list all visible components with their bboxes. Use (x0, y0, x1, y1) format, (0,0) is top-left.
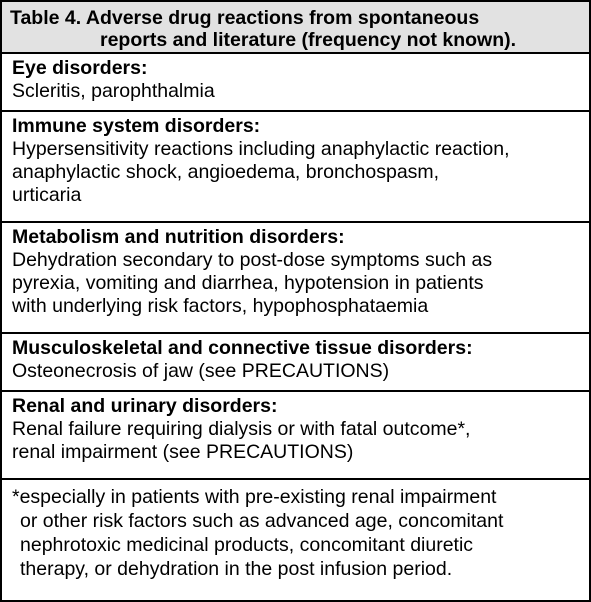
table-row-musculoskeletal-disorders (2, 334, 589, 392)
row-text-line: Scleritis, parophthalmia (12, 80, 215, 102)
row-text-line: urticaria (12, 184, 82, 206)
row-text-line: anaphylactic shock, angioedema, bronchospasm, (12, 161, 440, 183)
footnote-line: therapy, or dehydration in the post infusion period. (20, 558, 453, 580)
row-body (12, 249, 579, 318)
row-text-line: Dehydration secondary to post-dose symptoms such as (12, 249, 493, 271)
table-title-line-2: reports and literature (frequency not known). (100, 29, 517, 51)
row-text-line: pyrexia, vomiting and diarrhea, hypotension in patients (12, 272, 484, 294)
row-text-line: Renal failure requiring dialysis or with fatal outcome*, (12, 418, 471, 440)
row-text-line: Osteonecrosis of jaw (see PRECAUTIONS) (12, 360, 390, 382)
row-text-line: with underlying risk factors, hypophosphataemia (12, 295, 429, 317)
row-body (12, 80, 579, 103)
row-body (12, 418, 579, 464)
table-title-line-1: Table 4. Adverse drug reactions from spontaneous (10, 7, 480, 29)
row-heading: Musculoskeletal and connective tissue disorders: (12, 337, 473, 359)
table-footnote (2, 480, 589, 581)
row-heading: Metabolism and nutrition disorders: (12, 226, 345, 248)
row-text-line: Hypersensitivity reactions including anaphylactic reaction, (12, 138, 510, 160)
table-row-immune-system-disorders (2, 112, 589, 223)
table-row-renal-urinary-disorders (2, 392, 589, 480)
footnote-line: *especially in patients with pre-existing renal impairment (12, 486, 497, 508)
row-text-line: renal impairment (see PRECAUTIONS) (12, 441, 354, 463)
row-body (12, 138, 579, 207)
table-caption (2, 2, 589, 54)
footnote-line: nephrotoxic medicinal products, concomitant diuretic (20, 534, 474, 556)
table-row-eye-disorders (2, 54, 589, 112)
row-heading: Immune system disorders: (12, 115, 261, 137)
row-body (12, 360, 579, 383)
footnote-line: or other risk factors such as advanced age, concomitant (20, 510, 504, 532)
row-heading: Renal and urinary disorders: (12, 395, 278, 417)
row-heading: Eye disorders: (12, 57, 148, 79)
table-row-metabolism-nutrition-disorders (2, 223, 589, 334)
